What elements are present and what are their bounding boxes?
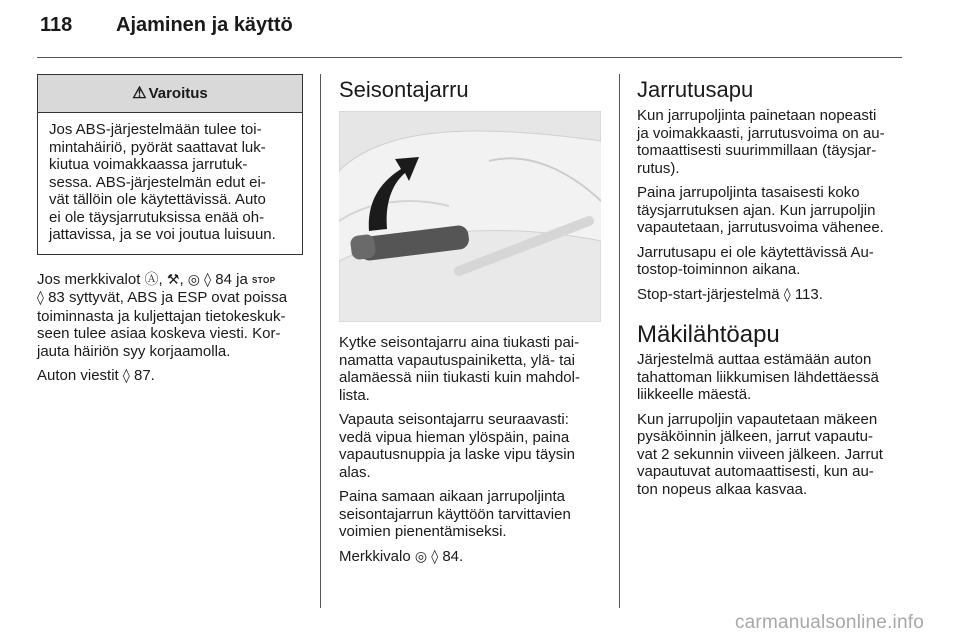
text: jauta häiriön syy korjaamolla. [37,342,231,360]
warning-line: vät tällöin ole käytettävissä. Auto [49,191,266,208]
text: Järjestelmä auttaa estämään auton [637,351,872,368]
text: vedä vipua hieman ylöspäin, paina [339,428,570,446]
text: toiminnasta ja kuljettajan tietokeskuk- [37,307,286,325]
warning-title-bar [38,75,302,113]
text: pysäköinnin jälkeen, jarrut vapautu- [637,428,873,445]
parking-brake-illustration [339,111,601,322]
page-reference[interactable]: 87. [133,367,155,384]
reference-arrow-icon: ◊ [37,290,44,306]
paragraph [637,411,907,499]
watermark[interactable]: carmanualsonline.info [734,612,924,633]
paragraph [637,244,907,279]
warning-line: kiutua voimakkaassa jarrutuk- [49,156,248,173]
text: ja voimakkaasti, jarrutusvoima on au- [637,124,885,142]
text: , [158,270,163,288]
text: Kytke seisontajarru aina tiukasti pai- [339,334,580,351]
warning-line: mintahäiriö, pyörät saattavat luk- [49,138,266,156]
paragraph [339,411,605,481]
page-reference[interactable]: 84. [442,547,464,565]
text: Auton viestit [37,367,119,384]
messages-paragraph [37,367,303,386]
paragraph [339,548,605,567]
page-number: 118 [40,14,73,36]
text: vapautusnuppia ja laske vipu täysin [339,446,575,463]
text: tomaattisesti suurimmillaan (täysjar- [637,142,877,159]
text: namatta vapautuspainiketta, ylä- tai [339,351,575,369]
brake-warning-icon: ◎ [187,271,200,288]
column-right [637,78,907,505]
text: vapautetaan, jarrutusvoima vähenee. [637,219,884,236]
paragraph [637,107,907,177]
paragraph [637,286,907,305]
reference-arrow-icon: ◊ [431,548,439,565]
text: voimien pienentämiseksi. [339,523,507,540]
warning-line: jattavissa, ja se voi joutua luisuun. [49,226,276,243]
section-heading: Jarrutusapu [637,77,754,102]
warning-text [38,113,302,254]
text: täysjarrutuksen ajan. Kun jarrupoljin [637,201,876,219]
header-rule [37,57,902,58]
paragraph [637,184,907,237]
warning-line: ei ole täysjarrutuksissa enää oh- [49,208,265,226]
section-heading: Seisontajarru [339,77,469,102]
text: seisontajarrun käyttöön tarvittavien [339,505,571,523]
text: tostop-toiminnon aikana. [637,261,801,278]
text: Kun jarrupoljin vapautetaan mäkeen [637,410,878,428]
text: rutus). [637,159,680,177]
text: lista. [339,386,370,404]
warning-line: sessa. ABS-järjestelmän edut ei- [49,173,266,191]
warning-box [37,74,303,255]
text: tahattoman liikkumisen lähdettäessä [637,368,879,386]
warning-title: Varoitus [148,84,208,102]
warning-line: Jos ABS-järjestelmään tulee toi- [49,121,262,138]
text: vapautuvat automaattisesti, kun au- [637,463,874,480]
page-reference[interactable]: 83 syttyvät, ABS ja ESP ovat poissa [48,289,288,306]
reference-arrow-icon: ◊ [783,286,791,303]
column-left [37,74,303,393]
page-reference[interactable]: 84 ja [215,270,248,288]
text: ton nopeus alkaa kasvaa. [637,480,808,498]
paragraph [339,334,605,404]
indicator-paragraph [37,271,303,361]
text: liikkeelle mäestä. [637,386,752,403]
wrench-icon: ⚒ [166,271,180,288]
column-divider-left [320,74,321,608]
text: Stop-start-järjestelmä [637,285,780,303]
text: seen tulee asiaa koskeva viesti. Kor- [37,325,281,342]
parking-brake-drawing [339,111,601,322]
section-heading: Mäkilähtöapu [637,321,780,348]
text: , [179,270,184,288]
reference-arrow-icon: ◊ [122,368,130,384]
paragraph [339,488,605,541]
section-title: Ajaminen ja käyttö [116,14,293,36]
text: vat 2 sekunnin viiveen jälkeen. Jarrut [637,445,883,463]
stop-indicator-icon: STOP [251,275,276,285]
text: alamäessä niin tiukasti kuin mahdol- [339,369,580,386]
page-reference[interactable]: 113. [794,285,823,303]
text: Merkkivalo [339,547,411,565]
text: Kun jarrupoljinta painetaan nopeasti [637,107,877,124]
reference-arrow-icon: ◊ [204,271,212,288]
paragraph [637,351,907,404]
text: Jos merkkivalot [37,270,141,288]
text: alas. [339,463,371,481]
column-middle [339,78,605,573]
warning-triangle-icon: ⚠ [132,84,147,102]
text: Paina samaan aikaan jarrupoljinta [339,488,565,505]
page-header [40,14,293,37]
text: Vapauta seisontajarru seuraavasti: [339,411,569,428]
text: Jarrutusapu ei ole käytettävissä Au- [637,243,874,261]
column-divider-right [619,74,620,608]
abs-warning-icon: Ⓐ [144,271,159,288]
text: Paina jarrupoljinta tasaisesti koko [637,184,860,201]
brake-warning-icon: ◎ [414,548,428,565]
